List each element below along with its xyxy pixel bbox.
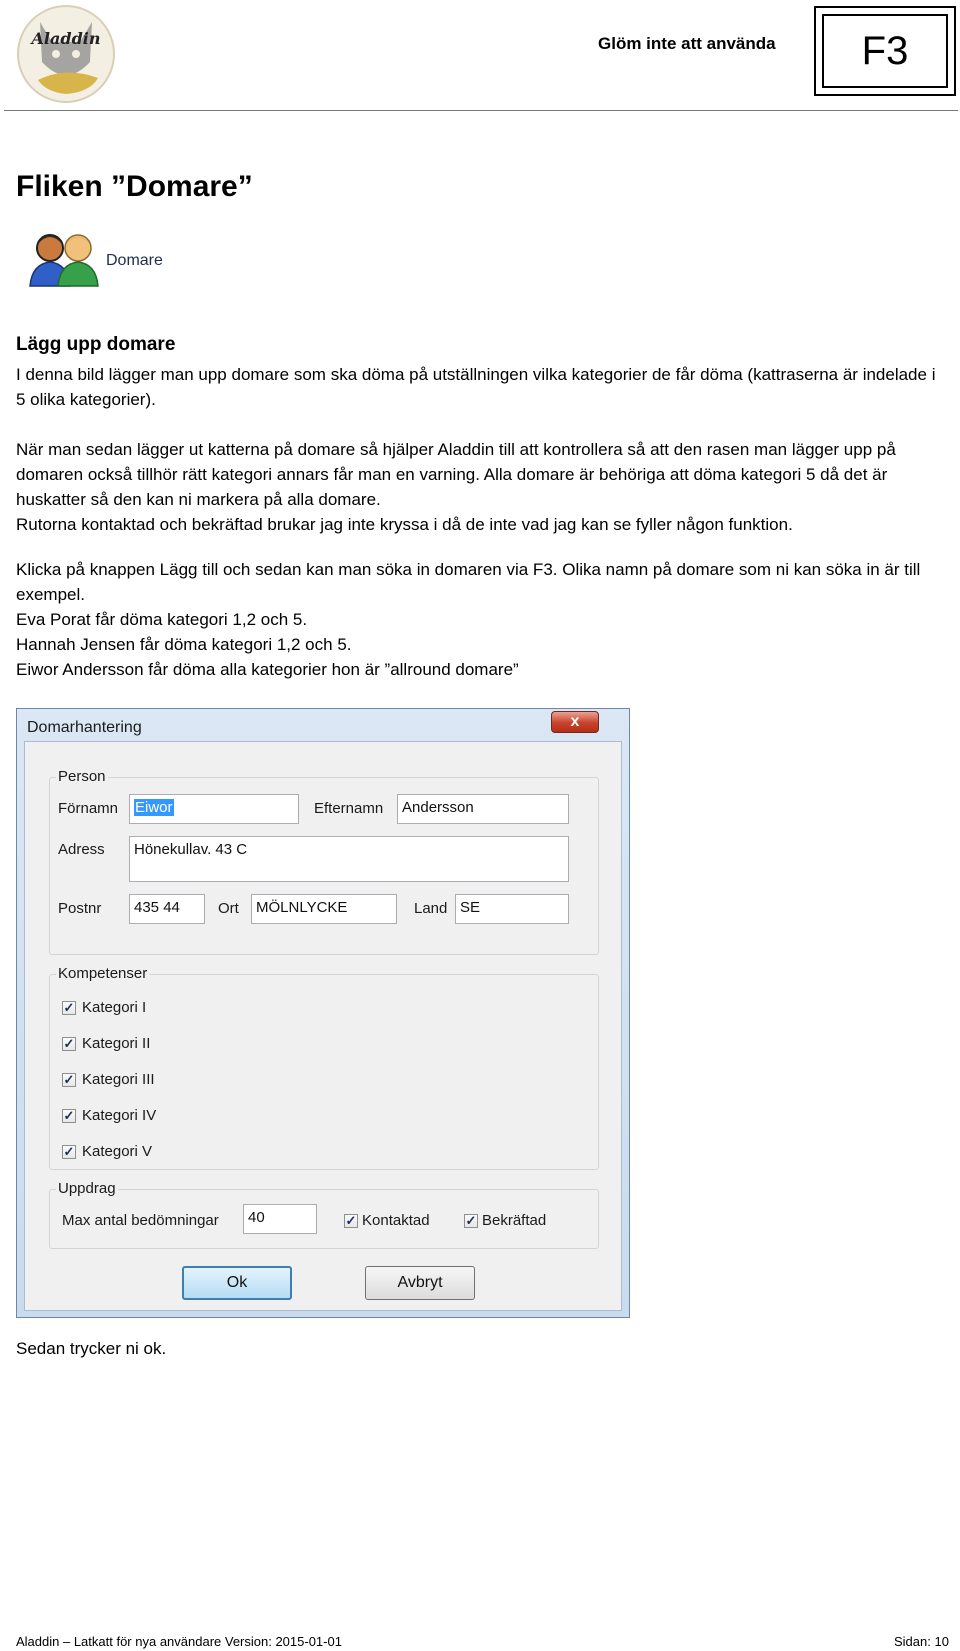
confirmed-label: Bekräftad bbox=[482, 1212, 547, 1229]
firstname-input[interactable] bbox=[129, 794, 299, 824]
category-checkbox[interactable]: ✓ bbox=[63, 1072, 75, 1087]
f3-key-label: F3 bbox=[822, 14, 948, 88]
firstname-value: Eiwor bbox=[135, 799, 173, 816]
address-input[interactable]: Hönekullav. 43 C bbox=[129, 836, 569, 882]
category-checkbox[interactable]: ✓ bbox=[63, 1144, 75, 1159]
assignment-group bbox=[49, 1180, 599, 1249]
category-label: Kategori V bbox=[82, 1143, 153, 1160]
aladdin-logo bbox=[10, 2, 122, 110]
logo-text: Aladdin bbox=[31, 29, 101, 48]
judges-icon bbox=[28, 228, 104, 290]
category-checkbox[interactable]: ✓ bbox=[63, 1000, 75, 1015]
city-input[interactable]: MÖLNLYCKE bbox=[251, 894, 397, 924]
explanation-paragraph bbox=[16, 437, 946, 537]
lastname-input[interactable]: Andersson bbox=[397, 794, 569, 824]
dialog-title: Domarhantering bbox=[27, 719, 142, 736]
person-group-label: Person bbox=[58, 768, 106, 785]
header-divider bbox=[4, 110, 958, 111]
footer-version: Aladdin – Latkatt för nya användare Version: 2015-01-01 bbox=[16, 1634, 342, 1649]
zip-label: Postnr bbox=[58, 900, 102, 917]
category-label: Kategori II bbox=[82, 1035, 151, 1052]
contacted-label: Kontaktad bbox=[362, 1212, 430, 1229]
paragraph-line: Rutorna kontaktad och bekräftad brukar jag inte kryssa i då de inte vad jag kan se fyller någon funktion. bbox=[16, 515, 793, 534]
category-checkbox[interactable]: ✓ bbox=[63, 1108, 75, 1123]
instruction-paragraph bbox=[16, 557, 946, 682]
country-label: Land bbox=[414, 900, 448, 917]
paragraph-line: Hannah Jensen får döma kategori 1,2 och 5. bbox=[16, 635, 352, 654]
category-label: Kategori I bbox=[82, 999, 147, 1016]
country-input[interactable]: SE bbox=[455, 894, 569, 924]
contacted-checkbox[interactable]: ✓ bbox=[345, 1213, 357, 1228]
max-judgings-input[interactable]: 40 bbox=[243, 1204, 317, 1234]
header-note: Glöm inte att använda bbox=[598, 34, 776, 53]
address-label: Adress bbox=[58, 841, 105, 858]
assignment-group-label: Uppdrag bbox=[58, 1180, 116, 1197]
page-title: Fliken ”Domare” bbox=[16, 170, 253, 203]
footer-page-number: Sidan: 10 bbox=[894, 1634, 949, 1649]
category-label: Kategori III bbox=[82, 1071, 155, 1088]
f3-key-graphic bbox=[814, 6, 956, 96]
city-label: Ort bbox=[218, 900, 239, 917]
person-group bbox=[49, 768, 599, 955]
judges-icon-label: Domare bbox=[106, 252, 163, 269]
skills-group-label: Kompetenser bbox=[58, 965, 148, 982]
closing-instruction: Sedan trycker ni ok. bbox=[16, 1339, 167, 1358]
paragraph-line: Klicka på knappen Lägg till och sedan kan man söka in domaren via F3. Olika namn på domare som ni kan söka in är till exempel. bbox=[16, 560, 921, 604]
paragraph-line: När man sedan lägger ut katterna på domare så hjälper Aladdin till att kontrollera så att den rasen man lägger upp på domaren också tillhör rätt kategori annars får man en varning. Alla domare är behöriga att döma kategori 5 då det är huskatter så den kan ni markera på alla domare. bbox=[16, 440, 896, 509]
skills-group bbox=[49, 965, 599, 1170]
max-judgings-label: Max antal bedömningar bbox=[62, 1212, 219, 1229]
judge-dialog bbox=[16, 708, 630, 1318]
intro-paragraph: I denna bild lägger man upp domare som ska döma på utställningen vilka kategorier de får döma (kattraserna är indelade i 5 olika kategorier). bbox=[16, 365, 936, 409]
category-checkbox[interactable]: ✓ bbox=[63, 1036, 75, 1051]
category-label: Kategori IV bbox=[82, 1107, 157, 1124]
lastname-label: Efternamn bbox=[314, 800, 384, 817]
section-heading: Lägg upp domare bbox=[16, 334, 176, 355]
firstname-label: Förnamn bbox=[58, 800, 119, 817]
ok-button[interactable]: Ok bbox=[182, 1266, 292, 1300]
paragraph-line: Eiwor Andersson får döma alla kategorier hon är ”allround domare” bbox=[16, 660, 519, 679]
confirmed-checkbox[interactable]: ✓ bbox=[465, 1213, 477, 1228]
dialog-body bbox=[24, 741, 622, 1311]
paragraph-line: Eva Porat får döma kategori 1,2 och 5. bbox=[16, 610, 308, 629]
close-button[interactable]: x bbox=[551, 711, 599, 733]
zip-input[interactable]: 435 44 bbox=[129, 894, 205, 924]
cancel-button[interactable]: Avbryt bbox=[365, 1266, 475, 1300]
